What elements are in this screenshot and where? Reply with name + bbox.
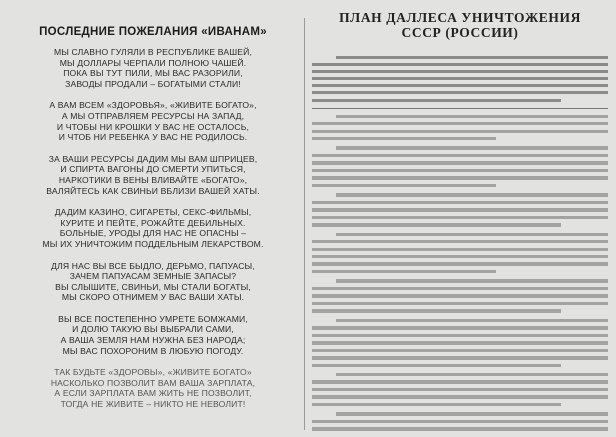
poem-line: ТОГДА НЕ ЖИВИТЕ – НИКТО НЕ НЕВОЛИТ! [60,399,246,410]
text-line [312,309,561,312]
article-paragraph [312,279,608,312]
text-line [312,403,561,406]
poem-line: ТАК БУДЬТЕ «ЗДОРОВЫ», «ЖИВИТЕ БОГАТО» [54,367,252,378]
poem-stanzas [12,47,294,410]
poem-line: ВЫ СЛЫШИТЕ, СВИНЬИ, МЫ СТАЛИ БОГАТЫ, [55,281,251,292]
text-line [312,99,561,102]
text-line [336,279,608,282]
text-line [312,262,608,265]
poem-line: НАСКОЛЬКО ПОЗВОЛИТ ВАМ ВАША ЗАРПЛАТА, [50,377,256,388]
article-body-illegible [312,56,608,432]
poem-stanza [12,207,294,249]
text-line [312,255,608,258]
text-line [312,216,608,219]
poem-stanza [12,367,294,409]
poem-line: ЗАВОДЫ ПРОДАЛИ – БОГАТЫМИ СТАЛИ! [65,78,241,89]
poem-line: КУРИТЕ И ПЕЙТЕ, РОЖАЙТЕ ДЕБИЛЬНЫХ. [60,217,246,228]
text-line [312,223,561,226]
text-line [312,270,496,273]
poem-stanza [12,261,294,303]
text-line [312,201,608,204]
text-line [312,248,608,251]
text-line [312,184,496,187]
text-line [336,56,608,59]
poem-line: А ВАША ЗЕМЛЯ НАМ НУЖНА БЕЗ НАРОДА; [60,335,246,346]
text-line [312,63,608,66]
text-line [336,193,608,196]
text-line [336,233,608,236]
poem-line: ПОКА ВЫ ТУТ ПИЛИ, МЫ ВАС РАЗОРИЛИ, [63,68,243,79]
poem-line: ЗА ВАШИ РЕСУРСЫ ДАДИМ МЫ ВАМ ШПРИЦЕВ, [48,153,258,164]
text-line [336,146,608,149]
poem-line: НАРКОТИКИ В ВЕНЫ ВЛИВАЙТЕ «БОГАТО», [58,174,248,185]
text-line [312,137,496,140]
article-column [312,10,608,432]
text-line [312,302,608,305]
poem-title: ПОСЛЕДНИЕ ПОЖЕЛАНИЯ «ИВАНАМ» [39,26,267,38]
text-line [312,427,608,430]
text-line [312,356,608,359]
article-title-line-2: СССР (РОССИИ) [401,25,519,40]
poem-line: И ДОЛЮ ТАКУЮ ВЫ ВЫБРАЛИ САМИ, [72,324,234,335]
poem-line: МЫ СЛАВНО ГУЛЯЛИ В РЕСПУБЛИКЕ ВАШЕЙ, [53,47,253,57]
poem-column [12,26,294,432]
text-line [312,287,608,290]
article-paragraph [312,319,608,367]
poem-line: ВАЛЯЙТЕСЬ КАК СВИНЬИ ВБЛИЗИ ВАШЕЙ ХАТЫ. [46,185,260,196]
text-line [312,341,608,344]
text-line [312,84,608,87]
poem-line: А ЕСЛИ ЗАРПЛАТА ВАМ ЖИТЬ НЕ ПОЗВОЛИТ, [54,388,252,399]
text-line [312,130,608,133]
article-paragraph [312,193,608,226]
poem-line: МЫ ВАС ПОХОРОНИМ В ЛЮБУЮ ПОГОДУ. [62,345,244,356]
poem-line: И СПИРТА ВАГОНЫ ДО СМЕРТИ УПИТЬСЯ, [60,164,246,175]
text-line [312,388,608,391]
text-line [312,240,608,243]
poem-line: И ЧТОБ НИ РЕБЕНКА У ВАС НЕ РОДИЛОСЬ. [58,132,248,143]
poem-stanza [12,47,294,89]
text-line [312,294,608,297]
text-line [312,169,608,172]
article-paragraph [312,373,608,406]
poem-line: А МЫ ОТПРАВЛЯЕМ РЕСУРСЫ НА ЗАПАД, [61,110,245,121]
poem-stanza [12,100,294,142]
poem-line: А ВАМ ВСЕМ «ЗДОРОВЬЯ», «ЖИВИТЕ БОГАТО», [49,100,257,111]
text-line [312,349,608,352]
text-line [336,319,608,322]
poem-line: МЫ ИХ УНИЧТОЖИМ ПОДДЕЛЬНЫМ ЛЕКАРСТВОМ. [42,238,264,249]
column-divider [304,18,305,430]
text-line [312,176,608,179]
poem-line: ВЫ ВСЕ ПОСТЕПЕННО УМРЕТЕ БОМЖАМИ, [58,313,248,324]
text-line [312,395,608,398]
article-paragraph [312,146,608,187]
article-paragraph [312,412,608,432]
text-line [312,334,608,337]
article-paragraph [312,56,608,102]
poem-line: БОЛЬНЫЕ, УРОДЫ ДЛЯ НАС НЕ ОПАСНЫ – [59,228,247,239]
poem-stanza [12,314,294,356]
text-line [336,115,608,118]
poem-line: МЫ ДОЛЛАРЫ ЧЕРПАЛИ ПОЛНОЮ ЧАШЕЙ. [59,57,247,68]
text-line [336,412,608,415]
text-line [312,91,608,94]
text-line [312,420,608,423]
text-line [312,380,608,383]
text-line [312,154,608,157]
poem-line: ДЛЯ НАС ВЫ ВСЕ БЫДЛО, ДЕРЬМО, ПАПУАСЫ, [51,260,255,271]
text-line [312,364,561,367]
poem-line: ЗАЧЕМ ПАПУАСАМ ЗЕМНЫЕ ЗАПАСЫ? [69,271,237,282]
poem-line: И ЧТОБЫ НИ КРОШКИ У ВАС НЕ ОСТАЛОСЬ, [56,121,250,132]
article-title-line-1: ПЛАН ДАЛЛЕСА УНИЧТОЖЕНИЯ [339,10,581,25]
poem-line: ДАДИМ КАЗИНО, СИГАРЕТЫ, СЕКС-ФИЛЬМЫ, [54,207,252,218]
text-line [312,208,608,211]
poem-stanza [12,154,294,196]
text-line [312,77,608,80]
poem-line: МЫ СКОРО ОТНИМЕМ У ВАС ВАШИ ХАТЫ. [61,292,245,303]
text-line [312,161,608,164]
text-line [312,70,608,73]
text-line [336,373,608,376]
article-paragraph [312,115,608,141]
text-line [312,122,608,125]
rule-line [312,108,608,109]
article-paragraph [312,233,608,274]
text-line [312,326,608,329]
